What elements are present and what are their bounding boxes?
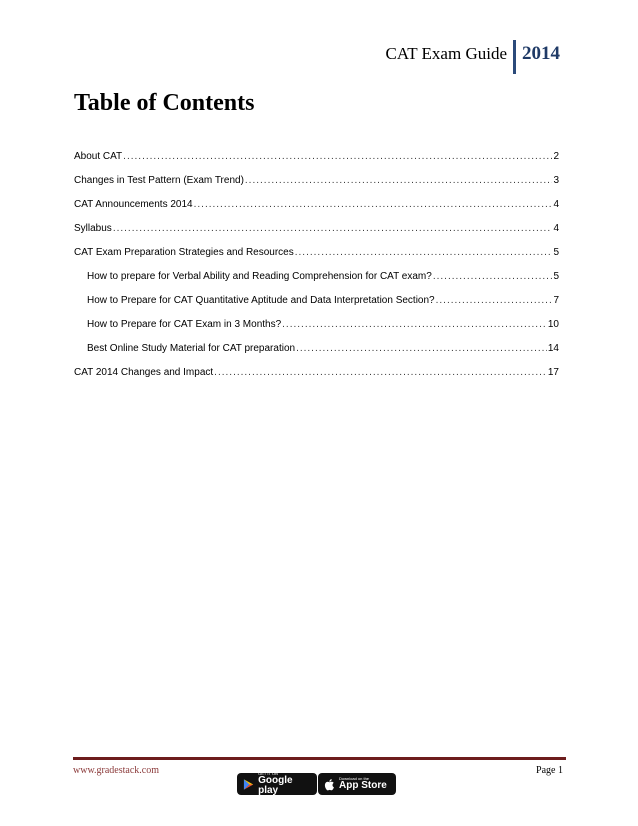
- toc-entry-label: How to Prepare for CAT Quantitative Aptitude and Data Interpretation Section?: [87, 295, 435, 306]
- toc-entry-page: 2: [553, 151, 559, 162]
- toc-leader-dots: [433, 270, 553, 284]
- toc-leader-dots: [245, 174, 553, 188]
- toc-entry-page: 3: [553, 175, 559, 186]
- toc-entry-page: 4: [553, 199, 559, 210]
- toc-entry-label: Best Online Study Material for CAT preparation: [87, 343, 296, 354]
- toc-entry[interactable]: [74, 150, 559, 174]
- toc-entry[interactable]: [74, 366, 559, 390]
- toc-leader-dots: [296, 342, 547, 356]
- toc-leader-dots: [436, 294, 553, 308]
- footer-website-link[interactable]: www.gradestack.com: [73, 765, 159, 776]
- header-year: 2014: [522, 43, 560, 64]
- google-play-small-text: GET IT ON: [258, 771, 278, 776]
- toc-entry-label: CAT Announcements 2014: [74, 199, 193, 210]
- app-store-small-text: Download on the: [339, 776, 370, 781]
- toc-leader-dots: [282, 318, 547, 332]
- toc-entry[interactable]: [74, 198, 559, 222]
- header-title: CAT Exam Guide: [385, 44, 507, 63]
- toc-entry-page: 7: [553, 295, 559, 306]
- toc-entry-page: 5: [553, 247, 559, 258]
- toc-leader-dots: [113, 222, 553, 236]
- toc-entry-page: 14: [547, 343, 559, 354]
- toc-leader-dots: [214, 366, 547, 380]
- toc-leader-dots: [194, 198, 553, 212]
- toc-subentry[interactable]: [74, 342, 559, 366]
- app-store-label: App Store: [339, 780, 387, 791]
- toc-entry[interactable]: [74, 246, 559, 270]
- toc-leader-dots: [295, 246, 553, 260]
- play-store-icon: [243, 778, 254, 791]
- toc-entry-page: 5: [553, 271, 559, 282]
- toc-subentry[interactable]: [74, 294, 559, 318]
- toc-entry-page: 10: [547, 319, 559, 330]
- footer-rule: [73, 757, 566, 760]
- toc-entry[interactable]: [74, 222, 559, 246]
- apple-icon: [324, 778, 335, 791]
- toc-entry-label: Changes in Test Pattern (Exam Trend): [74, 175, 244, 186]
- footer-page-number: Page 1: [536, 765, 563, 776]
- google-play-badge[interactable]: [237, 773, 317, 795]
- google-play-label: Google play: [258, 775, 293, 796]
- toc-entry-page: 17: [547, 367, 559, 378]
- toc-entry-label: CAT 2014 Changes and Impact: [74, 367, 214, 378]
- toc-subentry[interactable]: [74, 270, 559, 294]
- toc-entry-label: How to Prepare for CAT Exam in 3 Months?: [87, 319, 282, 330]
- toc-entry-label: About CAT: [74, 151, 123, 162]
- toc-entry-label: CAT Exam Preparation Strategies and Resources: [74, 247, 294, 258]
- toc-entry[interactable]: [74, 174, 559, 198]
- toc-entry-label: Syllabus: [74, 223, 112, 234]
- page-header: [385, 42, 560, 74]
- toc-title: Table of Contents: [74, 90, 255, 116]
- toc-subentry[interactable]: [74, 318, 559, 342]
- toc-leader-dots: [123, 150, 552, 164]
- app-store-badge[interactable]: [318, 773, 396, 795]
- toc-entry-label: How to prepare for Verbal Ability and Reading Comprehension for CAT exam?: [87, 271, 432, 282]
- toc-entry-page: 4: [553, 223, 559, 234]
- table-of-contents: [74, 150, 559, 390]
